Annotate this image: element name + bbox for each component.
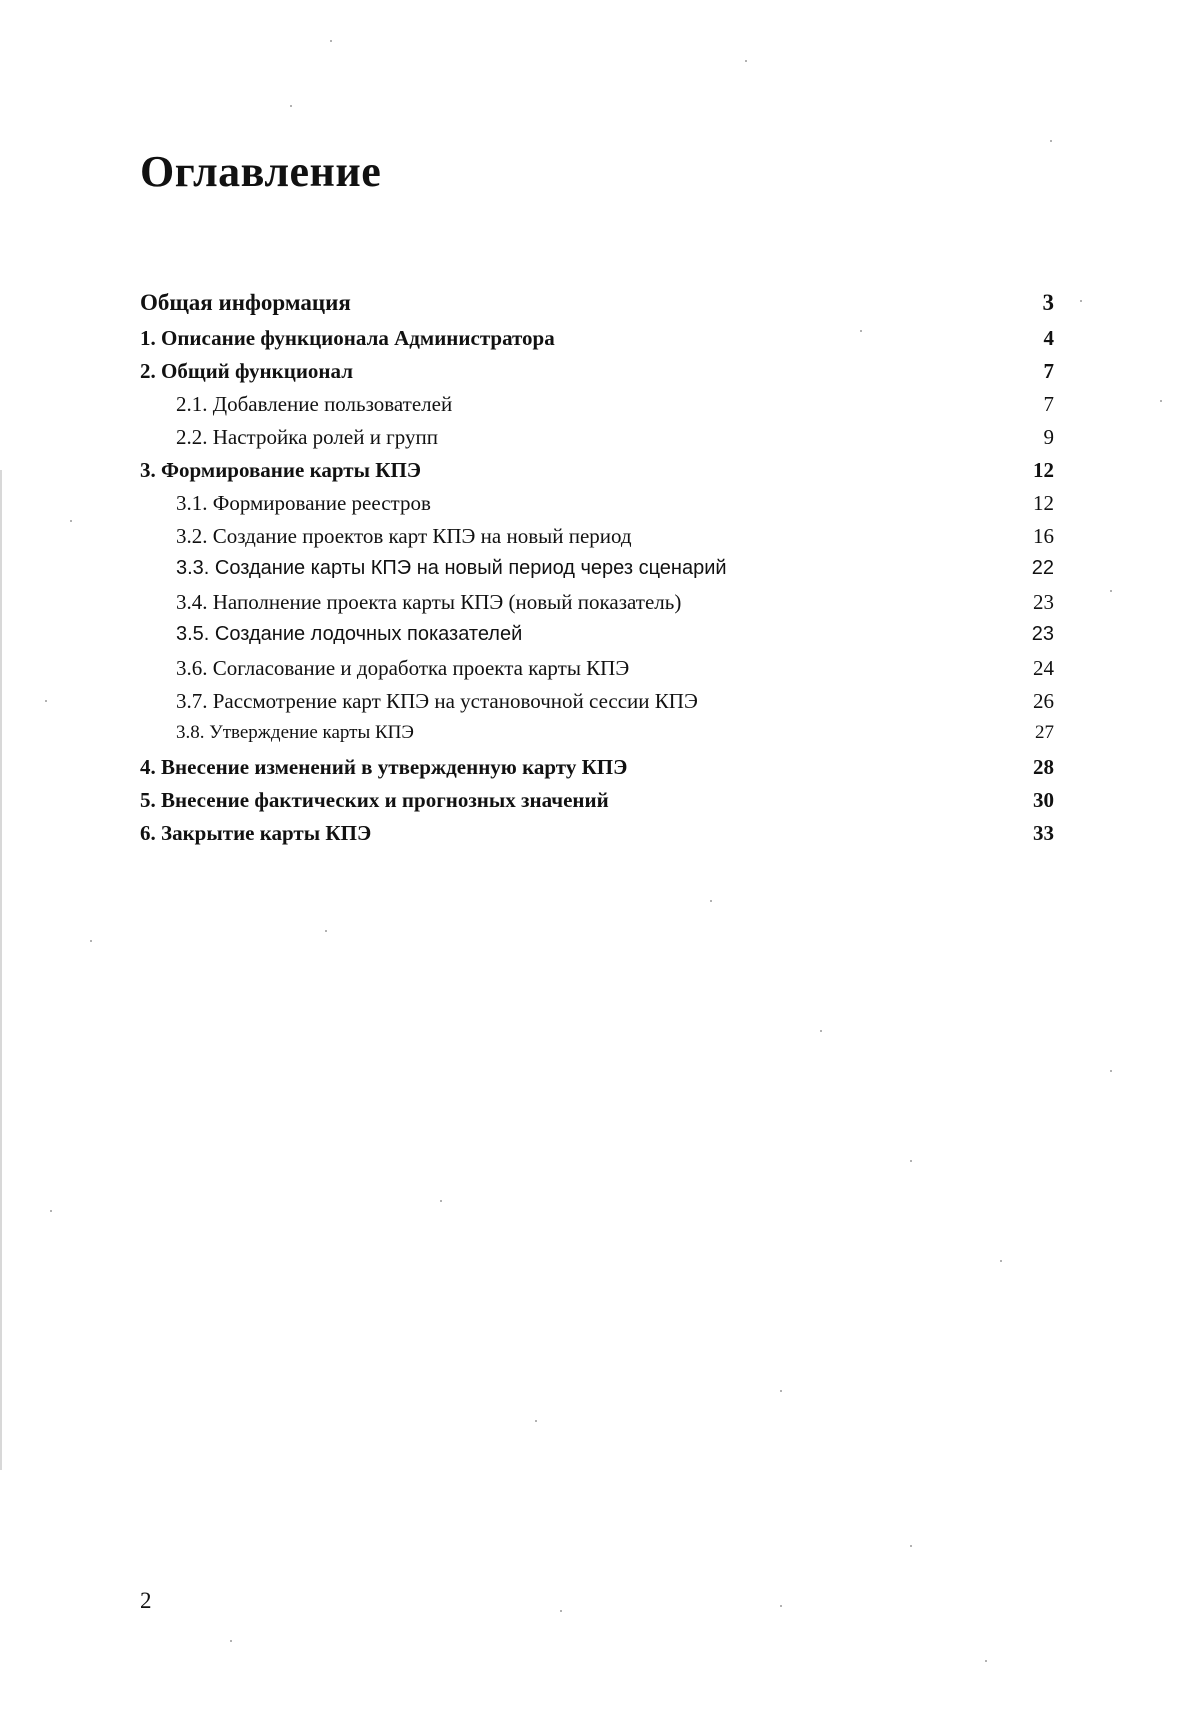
toc-entry[interactable] [140,392,1054,425]
toc-entry-label: 3.8. Утверждение карты КПЭ [176,722,414,743]
toc-entry-page: 26 [1033,689,1054,713]
toc-entry-page: 9 [1043,425,1054,449]
toc-entry-label: 3.1. Формирование реестров [176,491,431,515]
toc-entry[interactable] [140,656,1054,689]
scan-speck [290,105,292,107]
toc-entry-label: 3.5. Создание лодочных показателей [176,623,523,645]
scan-speck [70,520,72,522]
toc-entry[interactable] [140,623,1054,656]
toc-entry-page: 24 [1033,656,1054,680]
toc-entry-page: 12 [1033,458,1054,482]
scan-speck [1160,400,1162,402]
toc-entry-label: 3.6. Согласование и доработка проекта карты КПЭ [176,656,630,680]
toc-entry[interactable] [140,590,1054,623]
toc-entry[interactable] [140,458,1054,491]
toc-entry[interactable] [140,755,1054,788]
toc-entry-page: 28 [1033,755,1054,779]
page-number: 2 [140,1588,152,1613]
toc-entry[interactable] [140,425,1054,458]
scan-speck [860,330,862,332]
toc-entry-page: 33 [1033,821,1054,845]
scan-speck [560,1610,562,1612]
toc-entry-label: 3. Формирование карты КПЭ [140,458,422,482]
scan-speck [50,1210,52,1212]
toc-entry-page: 7 [1043,392,1054,416]
toc-entry-page: 4 [1043,326,1054,350]
toc-entry[interactable] [140,491,1054,524]
toc-entry[interactable] [140,722,1054,755]
toc-entry[interactable] [140,689,1054,722]
toc-entry-label: 3.7. Рассмотрение карт КПЭ на установочной сессии КПЭ [176,689,698,713]
toc-entry[interactable] [140,290,1054,326]
toc-entry-label: 3.2. Создание проектов карт КПЭ на новый период [176,524,632,548]
scan-speck [985,1660,987,1662]
scan-speck [440,1200,442,1202]
toc-entry-page: 27 [1035,722,1054,743]
scan-speck [1050,140,1052,142]
scan-speck [90,940,92,942]
toc-entry-page: 3 [1042,290,1054,315]
scan-speck [1110,590,1112,592]
scan-speck [535,1420,537,1422]
toc-entry-label: 2.1. Добавление пользователей [176,392,453,416]
scan-speck [1000,1260,1002,1262]
scan-speck [330,40,332,42]
toc-entry-page: 7 [1043,359,1054,383]
toc-entry-label: 2.2. Настройка ролей и групп [176,425,438,449]
toc-entry[interactable] [140,557,1054,590]
scan-speck [910,1160,912,1162]
toc-entry-page: 30 [1033,788,1054,812]
scan-speck [1080,300,1082,302]
toc-entry-label: 4. Внесение изменений в утвержденную карту КПЭ [140,755,628,779]
toc-entry-label: 3.3. Создание карты КПЭ на новый период через сценарий [176,557,727,579]
toc-entry[interactable] [140,326,1054,359]
toc-entry-label: Общая информация [140,290,351,315]
toc-entry-label: 6. Закрытие карты КПЭ [140,821,372,845]
toc-entry[interactable] [140,524,1054,557]
scan-edge-line [0,470,2,1470]
scan-speck [910,1545,912,1547]
toc-entry-label: 2. Общий функционал [140,359,353,383]
toc-entry-page: 22 [1031,557,1054,579]
toc-entry[interactable] [140,359,1054,392]
scan-speck [780,1390,782,1392]
toc-entry-page: 23 [1031,623,1054,645]
toc-entry-label: 3.4. Наполнение проекта карты КПЭ (новый показатель) [176,590,682,614]
scan-speck [1110,1070,1112,1072]
toc-entry-page: 16 [1033,524,1054,548]
toc-entry-page: 23 [1033,590,1054,614]
toc-entry[interactable] [140,821,1054,854]
toc-entry-label: 5. Внесение фактических и прогнозных значений [140,788,609,812]
scan-speck [230,1640,232,1642]
toc-entry-label: 1. Описание функционала Администратора [140,326,555,350]
table-of-contents [140,290,1054,854]
page-title: Оглавление [140,147,382,196]
scan-speck [45,700,47,702]
scan-speck [780,1605,782,1607]
toc-entry-page: 12 [1033,491,1054,515]
scan-speck [745,60,747,62]
scan-speck [710,900,712,902]
scan-speck [325,930,327,932]
scan-speck [820,1030,822,1032]
toc-entry[interactable] [140,788,1054,821]
